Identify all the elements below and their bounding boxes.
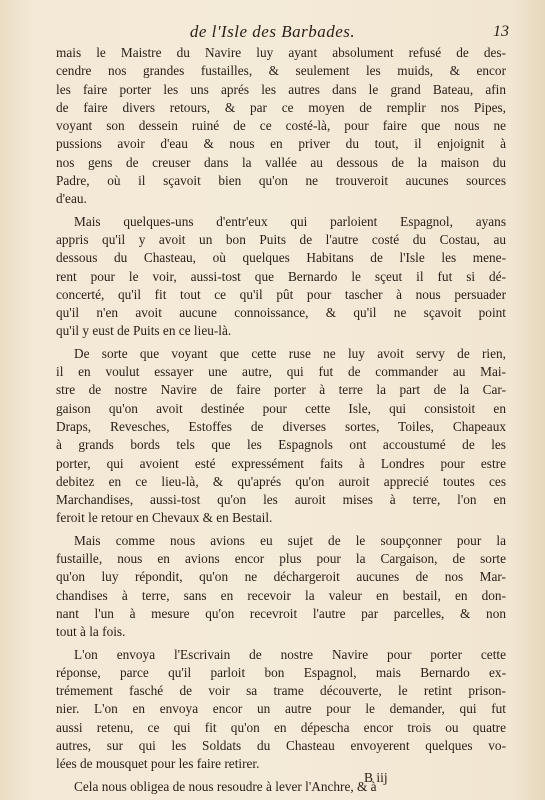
text-line: qu'il y eust de Puits en ce lieu-là. (56, 323, 232, 339)
text-line: nier. L'on en envoya encor un autre pour le demander, qui fut (56, 701, 506, 717)
text-line: réponse, parce qu'il parloit bon Espagnol, mais Bernardo ex- (56, 664, 506, 680)
paragraph (56, 778, 506, 796)
text-line: De sorte que voyant que cette ruse ne luy avoit servy de rien, (74, 345, 506, 361)
text-line: chandises à terre, sans en recevoir la valeur en bestail, en don- (56, 587, 506, 603)
paragraph (56, 213, 506, 341)
text-line: Marchandises, aussi-tost qu'on les auroit mises à terre, l'on en (56, 492, 506, 508)
text-line: L'on envoya l'Escrivain de nostre Navire pour porter cette (74, 646, 506, 662)
text-line: Padre, où il sçavoit bien qu'on ne trouveroit aucunes sources (56, 173, 506, 189)
page-header (0, 22, 545, 46)
paragraph (56, 44, 506, 209)
text-line: autres, sur qui les Soldats du Chasteau envoyerent quelques vo- (56, 737, 506, 753)
text-line: concerté, qu'il fit tout ce qu'il pût pour tascher à nous persuader (56, 286, 506, 302)
text-line: les faire porter les uns aprés les autres dans le grand Bateau, afin (56, 81, 506, 97)
text-line: Cela nous obligea de nous resoudre à lever l'Anchre, & à (74, 778, 377, 794)
text-line: nos gens de creuser dans la vallée au dessous de la maison du (56, 154, 506, 170)
text-line: Mais quelques-uns d'entr'eux qui parloient Espagnol, ayans (74, 213, 506, 229)
text-line: debitez en ce lieu-là, & qu'aprés qu'on auroit apprecié toutes ces (56, 473, 506, 489)
running-title: de l'Isle des Barbades. (189, 22, 356, 41)
text-line: il en voulut essayer une autre, qui fut de commander au Mai- (56, 364, 506, 380)
text-line: lées de mousquet pour les faire retirer. (56, 756, 260, 772)
text-line: pussions avoir d'eau & nous en priver du tout, il enjoignit à (56, 136, 506, 152)
text-line: porter, qui avoient esté expressément faits à Londres pour estre (56, 455, 506, 471)
text-line: fustaille, nous en avions encor plus pour la Cargaison, de sorte (56, 551, 506, 567)
text-line: dessous du Chasteau, où quelques Habitans de l'Isle les mene- (56, 250, 506, 266)
text-line: rent pour le voir, aussi-tost que Bernardo le sçeut il fut si dé- (56, 268, 506, 284)
text-line: Mais comme nous avions eu sujet de le soupçonner pour la (74, 532, 506, 548)
text-line: aussi retenu, ce qui fit qu'on en dépescha encor trois ou quatre (56, 719, 506, 735)
text-line: mais le Maistre du Navire luy ayant absolument refusé de des- (56, 45, 506, 60)
text-line: stre de nostre Navire de faire porter à terre la part de la Car- (56, 382, 506, 398)
text-line: qu'on luy répondit, qu'on ne déchargeroit aucunes de nos Mar- (56, 569, 506, 585)
text-line: gaison qu'on avoit destinée pour cette Isle, qui consistoit en (56, 400, 506, 416)
text-line: d'eau. (56, 191, 87, 207)
text-line: Draps, Revesches, Estoffes de diverses sortes, Toiles, Chapeaux (56, 418, 506, 434)
signature-mark: B iij (364, 770, 388, 785)
paragraph (56, 532, 506, 642)
page-number: 13 (493, 23, 509, 40)
body-text (56, 44, 506, 800)
text-line: trémement fasché de voir sa trame découverte, le retint prison- (56, 683, 506, 699)
text-line: nant l'un à mesure qu'on recevroit l'autre par parcelles, & non (56, 605, 506, 621)
text-line: tout à la fois. (56, 624, 126, 640)
paragraph (56, 345, 506, 528)
text-line: voyant son dessein ruiné de ce costé-là, pour faire que nous ne (56, 118, 506, 134)
text-line: à grands bords tels que les Espagnols ont accoustumé de les (56, 437, 506, 453)
text-line: qu'il n'en avoit aucune connoissance, & qu'il ne sçavoit point (56, 305, 506, 321)
paragraph (56, 646, 506, 774)
text-line: appris qu'il y avoit un bon Puits de l'autre costé du Costau, au (56, 231, 506, 247)
text-line: de faire divers retours, & par ce moyen de remplir nos Pipes, (56, 99, 506, 115)
text-line: feroit le retour en Chevaux & en Bestail. (56, 510, 273, 526)
text-line: cendre nos grandes fustailles, & seulement les muids, & encor (56, 63, 506, 79)
